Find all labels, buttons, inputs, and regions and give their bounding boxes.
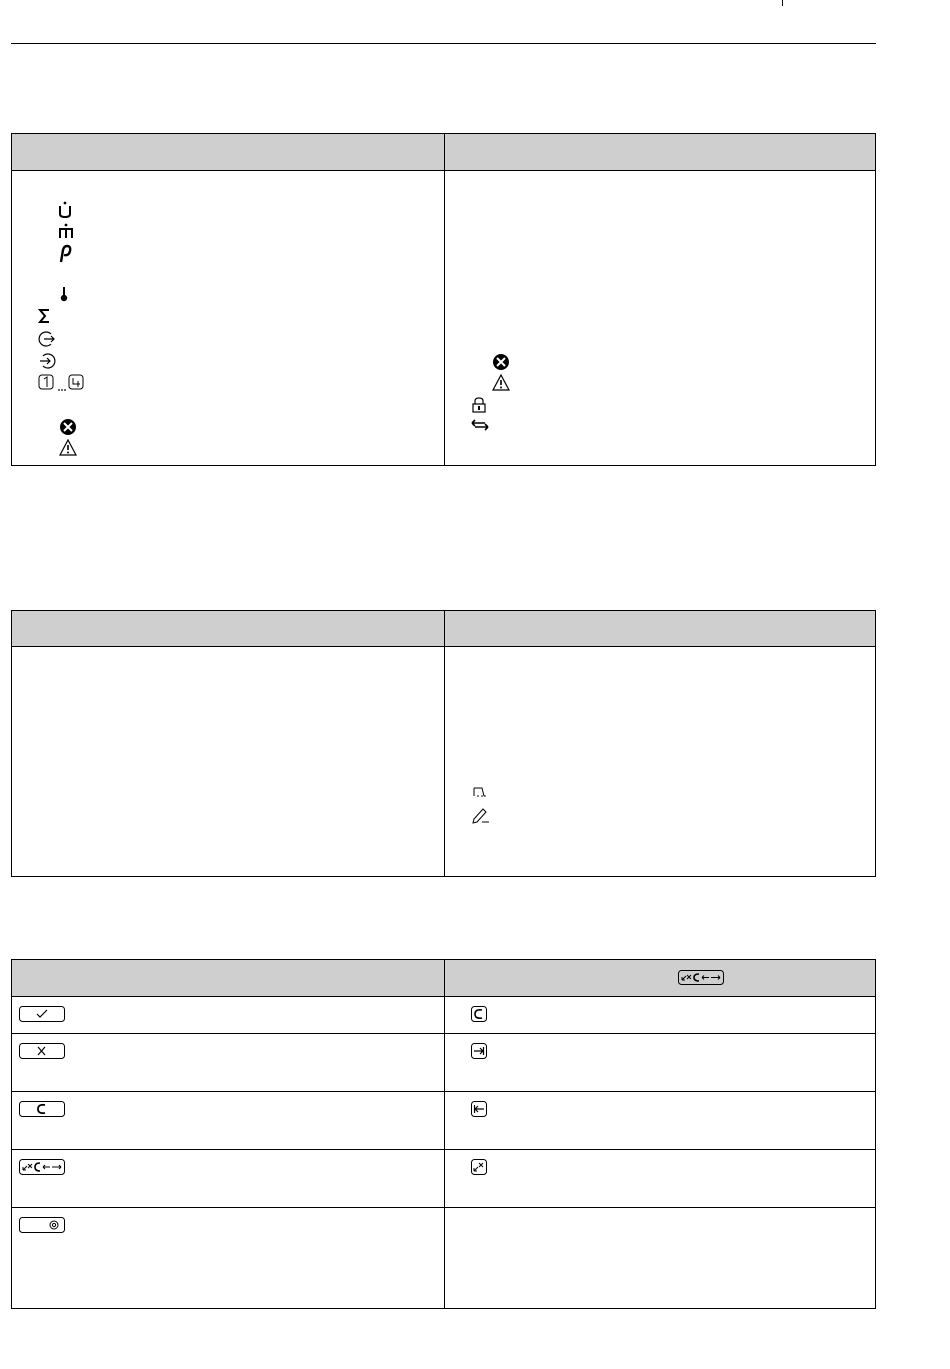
lock-icon (471, 397, 487, 413)
cursor-left-key-icon (471, 1101, 487, 1117)
cancel-key-icon (19, 1043, 65, 1059)
volume-flow-icon (58, 201, 72, 219)
density-icon (58, 243, 72, 263)
enter-key-icon (19, 1006, 65, 1022)
edit-pencil-icon (472, 806, 490, 824)
text-editor-key-icon (19, 1159, 65, 1175)
c-key-icon (19, 1101, 65, 1117)
edit-symbols-left-cell (12, 647, 445, 877)
table-header-left (12, 611, 445, 647)
warning-icon (59, 439, 77, 456)
input-icon (38, 352, 56, 370)
mass-flow-icon (58, 223, 74, 239)
keys-table (11, 959, 876, 1309)
cursor-right-key-icon (471, 1043, 487, 1059)
table-header-right (445, 611, 876, 647)
error-icon (492, 353, 510, 371)
key-row-left (12, 1092, 445, 1150)
edit-symbols-table (11, 610, 876, 877)
warning-icon (492, 374, 510, 391)
key-row-right (445, 1092, 876, 1150)
key-row-left (12, 997, 445, 1034)
display-symbols-table (11, 133, 876, 466)
temperature-icon (59, 286, 69, 302)
table-header-left (12, 134, 445, 171)
error-icon (59, 418, 77, 436)
edit-symbols-right-cell (445, 647, 876, 877)
confirm-key-icon (471, 1159, 487, 1175)
output-icon (38, 330, 56, 348)
communication-icon (471, 418, 489, 432)
text-editor-icon (473, 787, 487, 799)
display-symbols-right-cell (445, 171, 876, 466)
channel-1-4-icon (38, 374, 100, 394)
key-row-right (445, 1150, 876, 1208)
table-header-right (445, 960, 876, 997)
key-row-right (445, 997, 876, 1034)
totalizer-icon (38, 308, 50, 324)
at-key-icon (19, 1217, 65, 1233)
key-row-right (445, 1034, 876, 1092)
text-editor-key-icon (678, 970, 724, 985)
display-symbols-left-cell (12, 171, 445, 466)
key-row-left (12, 1034, 445, 1092)
clear-key-icon (471, 1006, 487, 1022)
key-row-right (445, 1208, 876, 1309)
key-row-left (12, 1208, 445, 1309)
key-row-left (12, 1150, 445, 1208)
table-header-right (445, 134, 876, 171)
table-header-left (12, 960, 445, 997)
header-rule (11, 43, 876, 44)
top-tick-mark (782, 0, 783, 6)
